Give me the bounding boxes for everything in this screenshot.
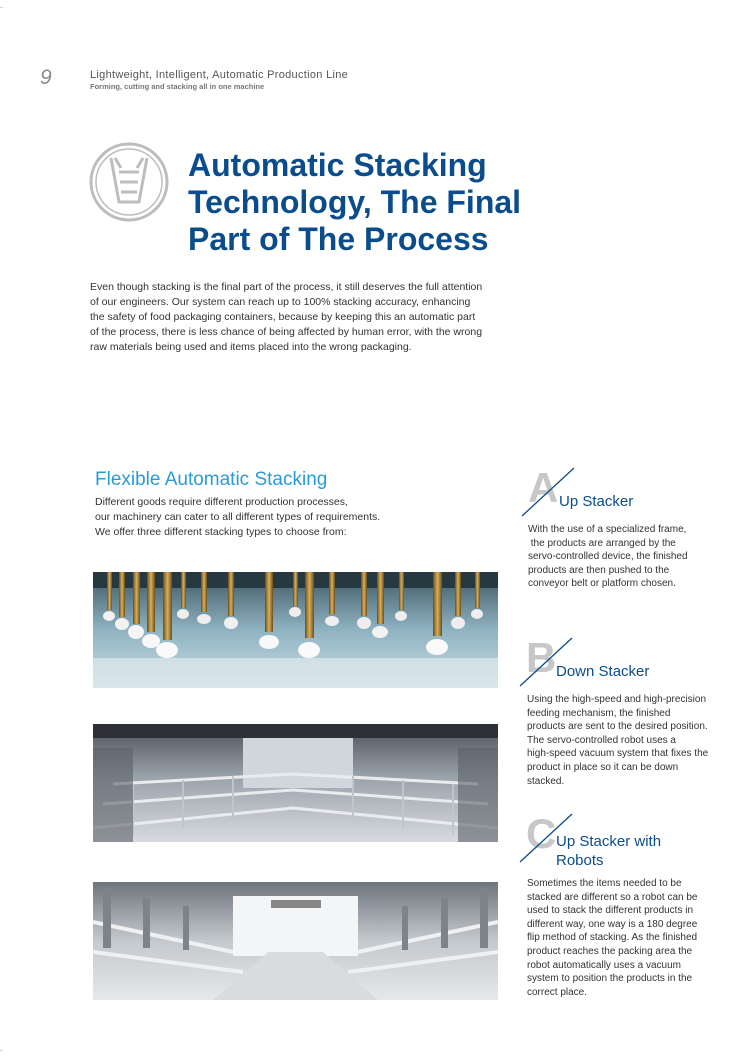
stacker-text-line: feeding mechanism, the finished [527, 707, 671, 719]
photo-suction-nozzles [93, 572, 498, 688]
stacker-title-line: Up Stacker with [556, 833, 662, 850]
intro-line: Even though stacking is the final part of the process, it still deserves the full attention [90, 281, 483, 293]
section-text [95, 495, 405, 540]
stacker-c-title [556, 832, 661, 870]
intro-line: of our engineers. Our system can reach up to 100% stacking accuracy, enhancing [90, 296, 471, 308]
intro-line: raw materials being used and items placed into the wrong packaging. [90, 341, 412, 353]
stacker-text-line: high-speed vacuum system that fixes the [527, 748, 709, 760]
section-title: Flexible Automatic Stacking [95, 469, 328, 490]
stacker-title-line: Up Stacker [559, 493, 634, 510]
page-title [188, 147, 568, 258]
stacker-text-line: flip method of stacking. As the finished [527, 932, 698, 944]
stacker-b-letter: B [526, 634, 557, 681]
stacker-c-description [527, 877, 722, 999]
stacker-text-line: product in place so it can be down [527, 761, 679, 773]
crop-mark-bottom-left: - [0, 1045, 3, 1055]
stacker-text-line: system to position the products in the [527, 973, 693, 985]
stacker-text-line: Using the high-speed and high-precision [527, 694, 707, 705]
stacker-text-line: products are then pushed to the [528, 564, 670, 576]
stacker-text-line: robot automatically uses a vacuum [527, 959, 681, 971]
stacker-title-line: Down Stacker [556, 663, 650, 680]
stacker-a-description [528, 523, 723, 591]
page-number: 9 [40, 66, 52, 89]
stacker-text-line: product reaches the packing area the [527, 945, 693, 957]
header-title: Lightweight, Intelligent, Automatic Production Line [90, 69, 349, 81]
title-line: Automatic Stacking [188, 147, 487, 183]
stacker-text-line: different way, one way is a 180 degree [527, 918, 698, 930]
stacker-a-letter: A [528, 464, 559, 511]
title-line: Part of The Process [188, 221, 489, 257]
stacker-text-line: conveyor belt or platform chosen. [528, 578, 676, 590]
intro-line: the safety of food packaging containers, because by keeping this an automatic part [90, 311, 476, 323]
header-subtitle: Forming, cutting and stacking all in one machine [90, 82, 265, 91]
stacker-text-line: servo-controlled device, the finished [528, 551, 688, 563]
stacker-text-line: used to stack the different products in [527, 905, 694, 917]
photo-stacking-frame [93, 724, 498, 842]
stacker-c-letter: C [526, 810, 557, 857]
stacker-text-line: the products are arranged by the [528, 537, 676, 549]
stacker-title-line: Robots [556, 852, 604, 869]
stacking-emblem-icon [89, 142, 169, 222]
crop-mark-top-left: - [0, 2, 3, 12]
intro-paragraph [90, 280, 505, 355]
stacker-b-description [527, 693, 722, 788]
title-line: Technology, The Final [188, 184, 522, 220]
photo-conveyor-line [93, 882, 498, 1000]
section-text-line: Different goods require different production processes, [95, 496, 348, 508]
stacker-text-line: The servo-controlled robot uses a [527, 734, 676, 746]
stacker-text-line: With the use of a specialized frame, [528, 524, 687, 535]
stacker-b-title [556, 662, 649, 681]
stacker-text-line: stacked are different so a robot can be [527, 891, 698, 903]
stacker-a-title [559, 492, 633, 511]
stacker-text-line: correct place. [527, 986, 588, 998]
stacker-text-line: Sometimes the items needed to be [527, 878, 682, 889]
stacker-text-line: products are sent to the desired position. [527, 721, 708, 733]
intro-line: of the process, there is less chance of being affected by human error, with the wrong [90, 326, 483, 338]
section-text-line: We offer three different stacking types to choose from: [95, 526, 347, 538]
stacker-text-line: stacked. [527, 775, 565, 787]
section-text-line: our machinery can cater to all different types of requirements. [95, 511, 381, 523]
